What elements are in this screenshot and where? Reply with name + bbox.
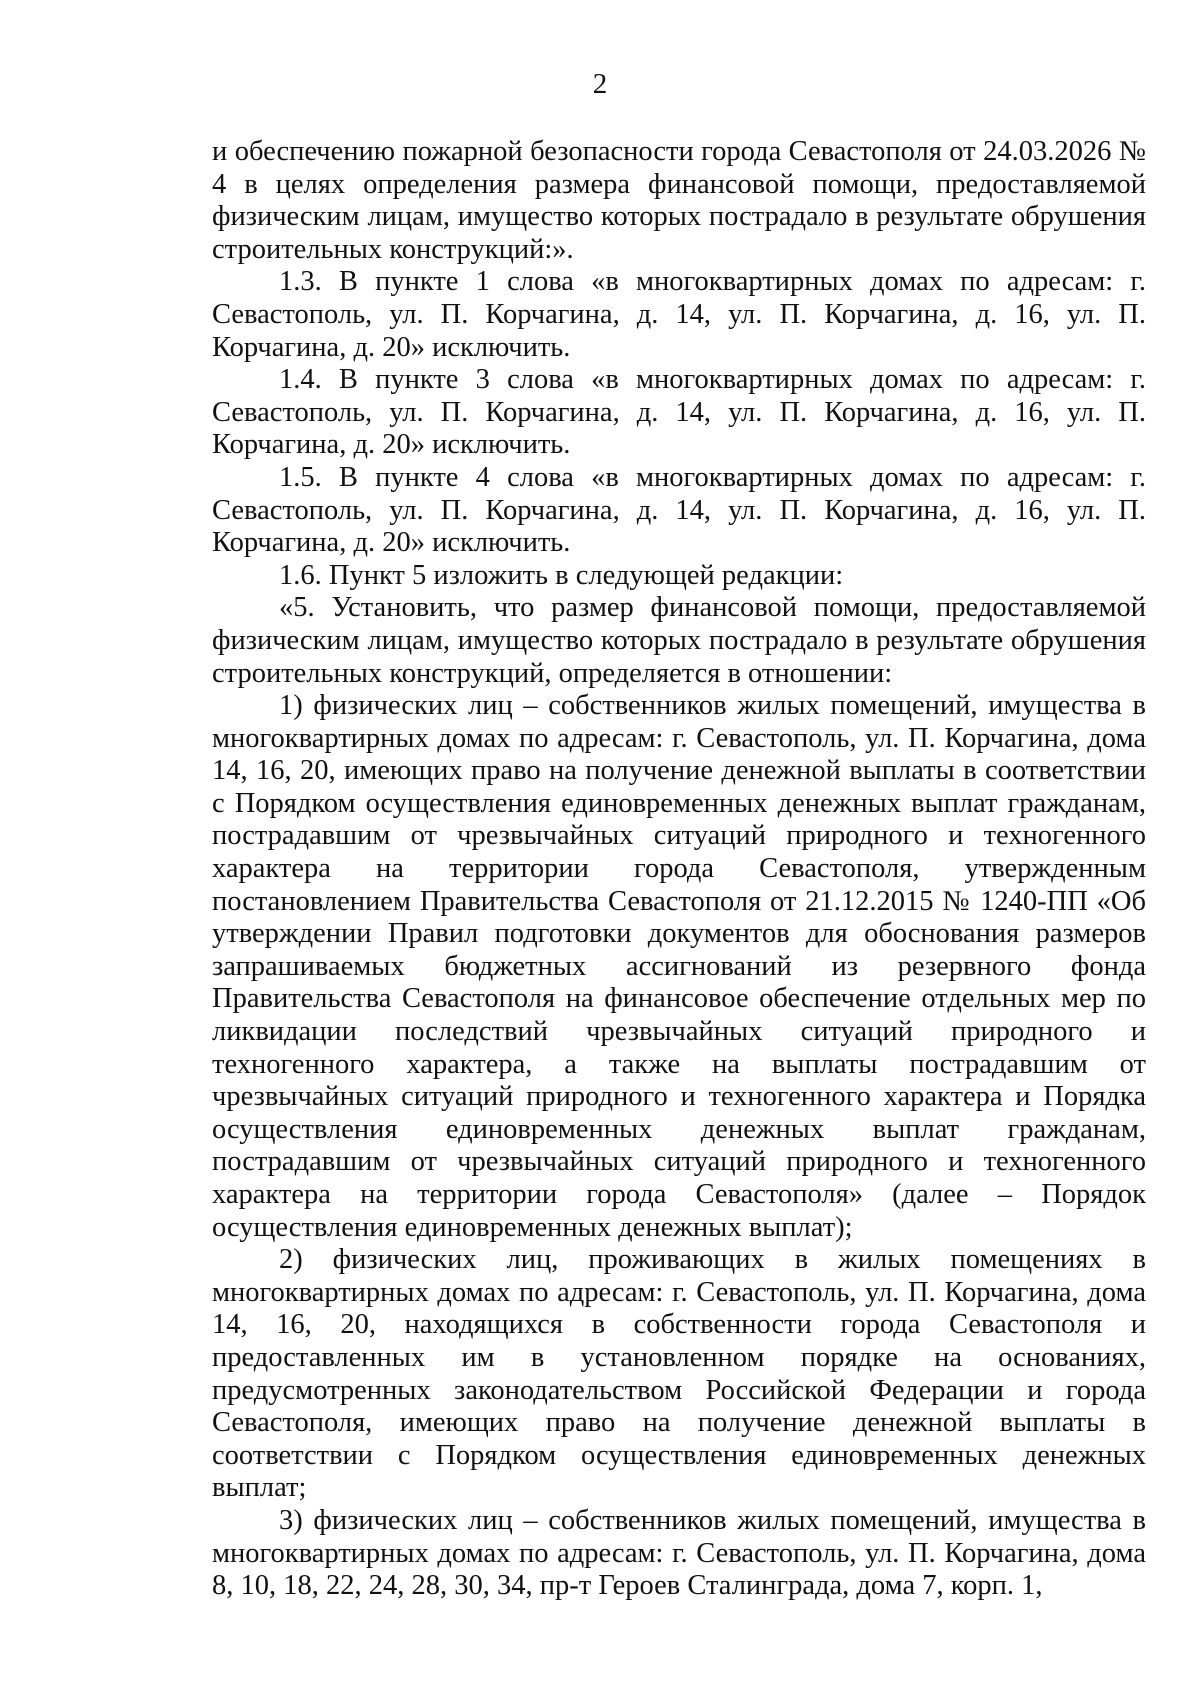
paragraph-subitem-1: 1) физических лиц – собственников жилых помещений, имущества в многоквартирных домах по адресам: г. Севастополь, ул. П. Корчагина, дома 14, 16, 20, имеющих право на получение денежной выплаты в соответствии с Порядком осуществления единовременных денежных выплат гражданам, пострадавшим от чрезвычайных ситуаций природного и техногенного характера на территории города Севастополя, утвержденным постановлением Правительства Севастополя от 21.12.2015 № 1240-ПП «Об утверждении Правил подготовки документов для обоснования размеров запрашиваемых бюджетных ассигнований из резервного фонда Правительства Севастополя на финансовое обеспечение отдельных мер по ликвидации последствий чрезвычайных ситуаций природного и техногенного характера, а также на выплаты пострадавшим от чрезвычайных ситуаций природного и техногенного характера и Порядка осуществления единовременных денежных выплат гражданам, пострадавшим от чрезвычайных ситуаций природного и техногенного характера на территории города Севастополя» (далее – Порядок осуществления единовременных денежных выплат); — [212, 690, 1146, 1243]
paragraph-1-6: 1.6. Пункт 5 изложить в следующей редакции: — [279, 559, 844, 591]
paragraph-1-4: 1.4. В пункте 3 слова «в многоквартирных домах по адресам: г. Севастополь, ул. П. Корчагина, д. 14, ул. П. Корчагина, д. 16, ул. П. Корчагина, д. 20» исключить. — [212, 364, 1146, 461]
document-body — [212, 136, 1146, 1603]
page-number: 2 — [592, 68, 608, 100]
paragraph-1-3: 1.3. В пункте 1 слова «в многоквартирных домах по адресам: г. Севастополь, ул. П. Корчагина, д. 14, ул. П. Корчагина, д. 16, ул. П. Корчагина, д. 20» исключить. — [212, 266, 1146, 363]
paragraph-continuation: и обеспечению пожарной безопасности города Севастополя от 24.03.2026 № 4 в целях определения размера финансовой помощи, предоставляемой физическим лицам, имущество которых пострадало в результате обрушения строительных конструкций:». — [212, 136, 1146, 265]
paragraph-item-5: «5. Установить, что размер финансовой помощи, предоставляемой физическим лицам, имущество которых пострадало в результате обрушения строительных конструкций, определяется в отношении: — [212, 592, 1146, 689]
paragraph-1-5: 1.5. В пункте 4 слова «в многоквартирных домах по адресам: г. Севастополь, ул. П. Корчагина, д. 14, ул. П. Корчагина, д. 16, ул. П. Корчагина, д. 20» исключить. — [212, 461, 1146, 559]
paragraph-subitem-2: 2) физических лиц, проживающих в жилых помещениях в многоквартирных домах по адресам: г. Севастополь, ул. П. Корчагина, дома 14, 16, 20, находящихся в собственности города Севастополя и предоставленных им в установленном порядке на основаниях, предусмотренных законодательством Российской Федерации и города Севастополя, имеющих право на получение денежной выплаты в соответствии с Порядком осуществления единовременных денежных выплат; — [212, 1244, 1146, 1504]
paragraph-subitem-3: 3) физических лиц – собственников жилых помещений, имущества в многоквартирных домах по адресам: г. Севастополь, ул. П. Корчагина, дома 8, 10, 18, 22, 24, 28, 30, 34, пр-т Героев Сталинграда, дома 7, корп. 1, — [212, 1504, 1146, 1602]
